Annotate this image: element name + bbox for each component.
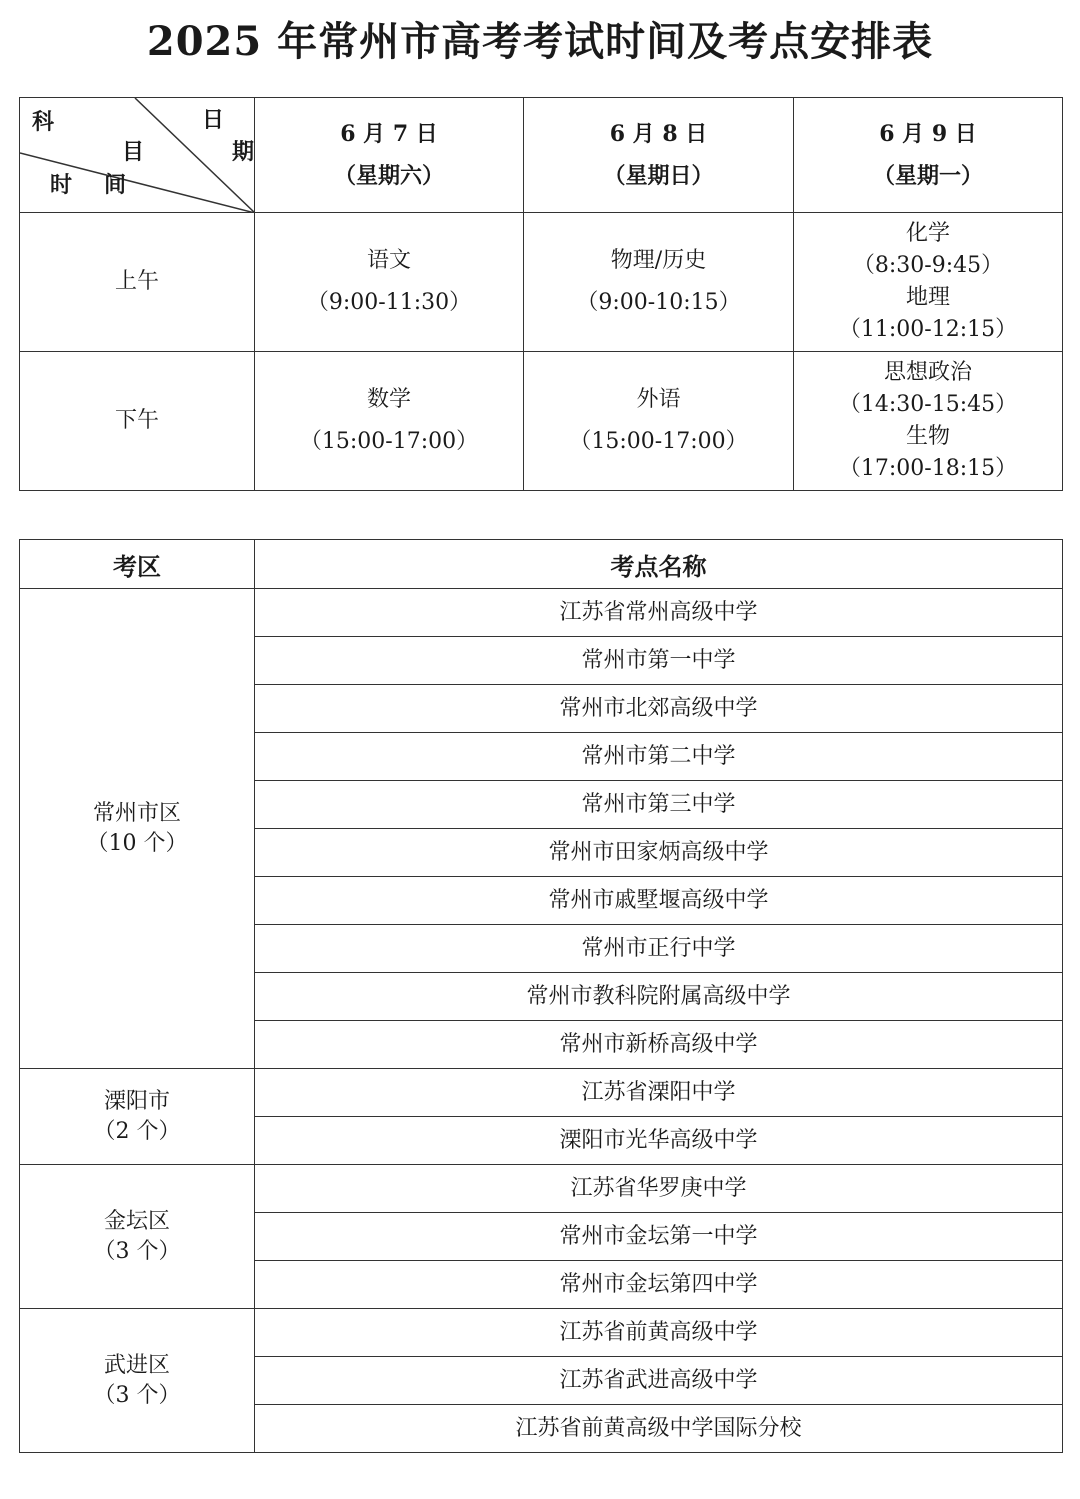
district-count: （2 个） xyxy=(93,1118,181,1144)
corner-subject-mu: 目 xyxy=(122,139,145,165)
venue-site-name: 江苏省常州高级中学 xyxy=(255,589,1063,637)
corner-date-qi: 期 xyxy=(232,139,255,165)
venue-site-name: 溧阳市光华高级中学 xyxy=(255,1117,1063,1165)
district-name: 金坛区 xyxy=(103,1208,170,1234)
day-date: 6 月 7 日 xyxy=(340,121,438,147)
exam-cell xyxy=(794,352,1063,491)
table-row xyxy=(20,1165,1063,1213)
exam-subject: 地理 xyxy=(905,285,950,310)
venue-site-name: 江苏省华罗庚中学 xyxy=(255,1165,1063,1213)
exam-cell xyxy=(524,352,794,491)
district-name: 溧阳市 xyxy=(103,1088,170,1114)
venue-site-name: 常州市田家炳高级中学 xyxy=(255,829,1063,877)
exam-schedule-table xyxy=(19,97,1063,491)
district-name: 武进区 xyxy=(103,1352,170,1378)
district-count: （3 个） xyxy=(93,1382,181,1408)
district-name: 常州市区 xyxy=(92,800,181,826)
day-date: 6 月 9 日 xyxy=(879,121,977,147)
exam-subject: 化学 xyxy=(905,221,950,246)
district-cell xyxy=(20,589,255,1069)
venue-site-name: 常州市第一中学 xyxy=(255,637,1063,685)
exam-cell xyxy=(255,213,524,352)
exam-cell xyxy=(524,213,794,352)
table-corner-header xyxy=(20,98,255,213)
venue-site-name: 江苏省前黄高级中学国际分校 xyxy=(255,1405,1063,1453)
day-weekday: （星期六） xyxy=(333,163,444,189)
exam-cell xyxy=(255,352,524,491)
venue-site-name: 常州市教科院附属高级中学 xyxy=(255,973,1063,1021)
page-title: 2025 年常州市高考考试时间及考点安排表 xyxy=(146,18,934,65)
day-weekday: （星期一） xyxy=(872,163,983,189)
district-cell xyxy=(20,1165,255,1309)
venue-header-district: 考区 xyxy=(20,540,255,589)
period-morning: 上午 xyxy=(20,213,255,352)
exam-time: （17:00-18:15） xyxy=(838,456,1018,481)
exam-subject: 生物 xyxy=(905,424,950,449)
day-weekday: （星期日） xyxy=(603,163,714,189)
district-cell xyxy=(20,1069,255,1165)
venue-header-site: 考点名称 xyxy=(255,540,1063,589)
exam-cell xyxy=(794,213,1063,352)
district-count: （10 个） xyxy=(86,830,188,856)
venue-site-name: 江苏省前黄高级中学 xyxy=(255,1309,1063,1357)
period-afternoon: 下午 xyxy=(20,352,255,491)
day-header xyxy=(524,98,794,213)
day-header xyxy=(794,98,1063,213)
day-header xyxy=(255,98,524,213)
exam-subject: 数学 xyxy=(366,387,411,412)
corner-time-jian: 间 xyxy=(104,172,127,198)
exam-subject: 外语 xyxy=(636,387,681,412)
venue-site-name: 常州市金坛第一中学 xyxy=(255,1213,1063,1261)
venue-site-name: 常州市正行中学 xyxy=(255,925,1063,973)
exam-time: （11:00-12:15） xyxy=(838,317,1018,342)
day-date: 6 月 8 日 xyxy=(609,121,708,147)
exam-time: （15:00-17:00） xyxy=(299,429,479,454)
exam-time: （15:00-17:00） xyxy=(569,429,748,454)
venue-site-name: 常州市第二中学 xyxy=(255,733,1063,781)
venue-site-name: 常州市新桥高级中学 xyxy=(255,1021,1063,1069)
venue-site-name: 江苏省溧阳中学 xyxy=(255,1069,1063,1117)
table-row xyxy=(20,589,1063,637)
table-row xyxy=(20,1069,1063,1117)
venue-site-name: 常州市戚墅堰高级中学 xyxy=(255,877,1063,925)
exam-time: （9:00-11:30） xyxy=(306,290,472,315)
exam-time: （9:00-10:15） xyxy=(576,290,741,315)
exam-time: （14:30-15:45） xyxy=(838,392,1018,417)
exam-venue-table xyxy=(19,539,1063,1453)
venue-site-name: 江苏省武进高级中学 xyxy=(255,1357,1063,1405)
district-cell xyxy=(20,1309,255,1453)
corner-date-ri: 日 xyxy=(202,107,225,133)
venue-site-name: 常州市北郊高级中学 xyxy=(255,685,1063,733)
corner-time-shi: 时 xyxy=(50,172,73,198)
exam-time: （8:30-9:45） xyxy=(852,253,1004,278)
district-count: （3 个） xyxy=(93,1238,181,1264)
venue-site-name: 常州市金坛第四中学 xyxy=(255,1261,1063,1309)
table-row xyxy=(20,1309,1063,1357)
exam-subject: 思想政治 xyxy=(883,360,972,385)
corner-subject-ke: 科 xyxy=(32,109,55,135)
exam-subject: 语文 xyxy=(366,248,411,273)
venue-site-name: 常州市第三中学 xyxy=(255,781,1063,829)
exam-subject: 物理/历史 xyxy=(610,248,707,273)
